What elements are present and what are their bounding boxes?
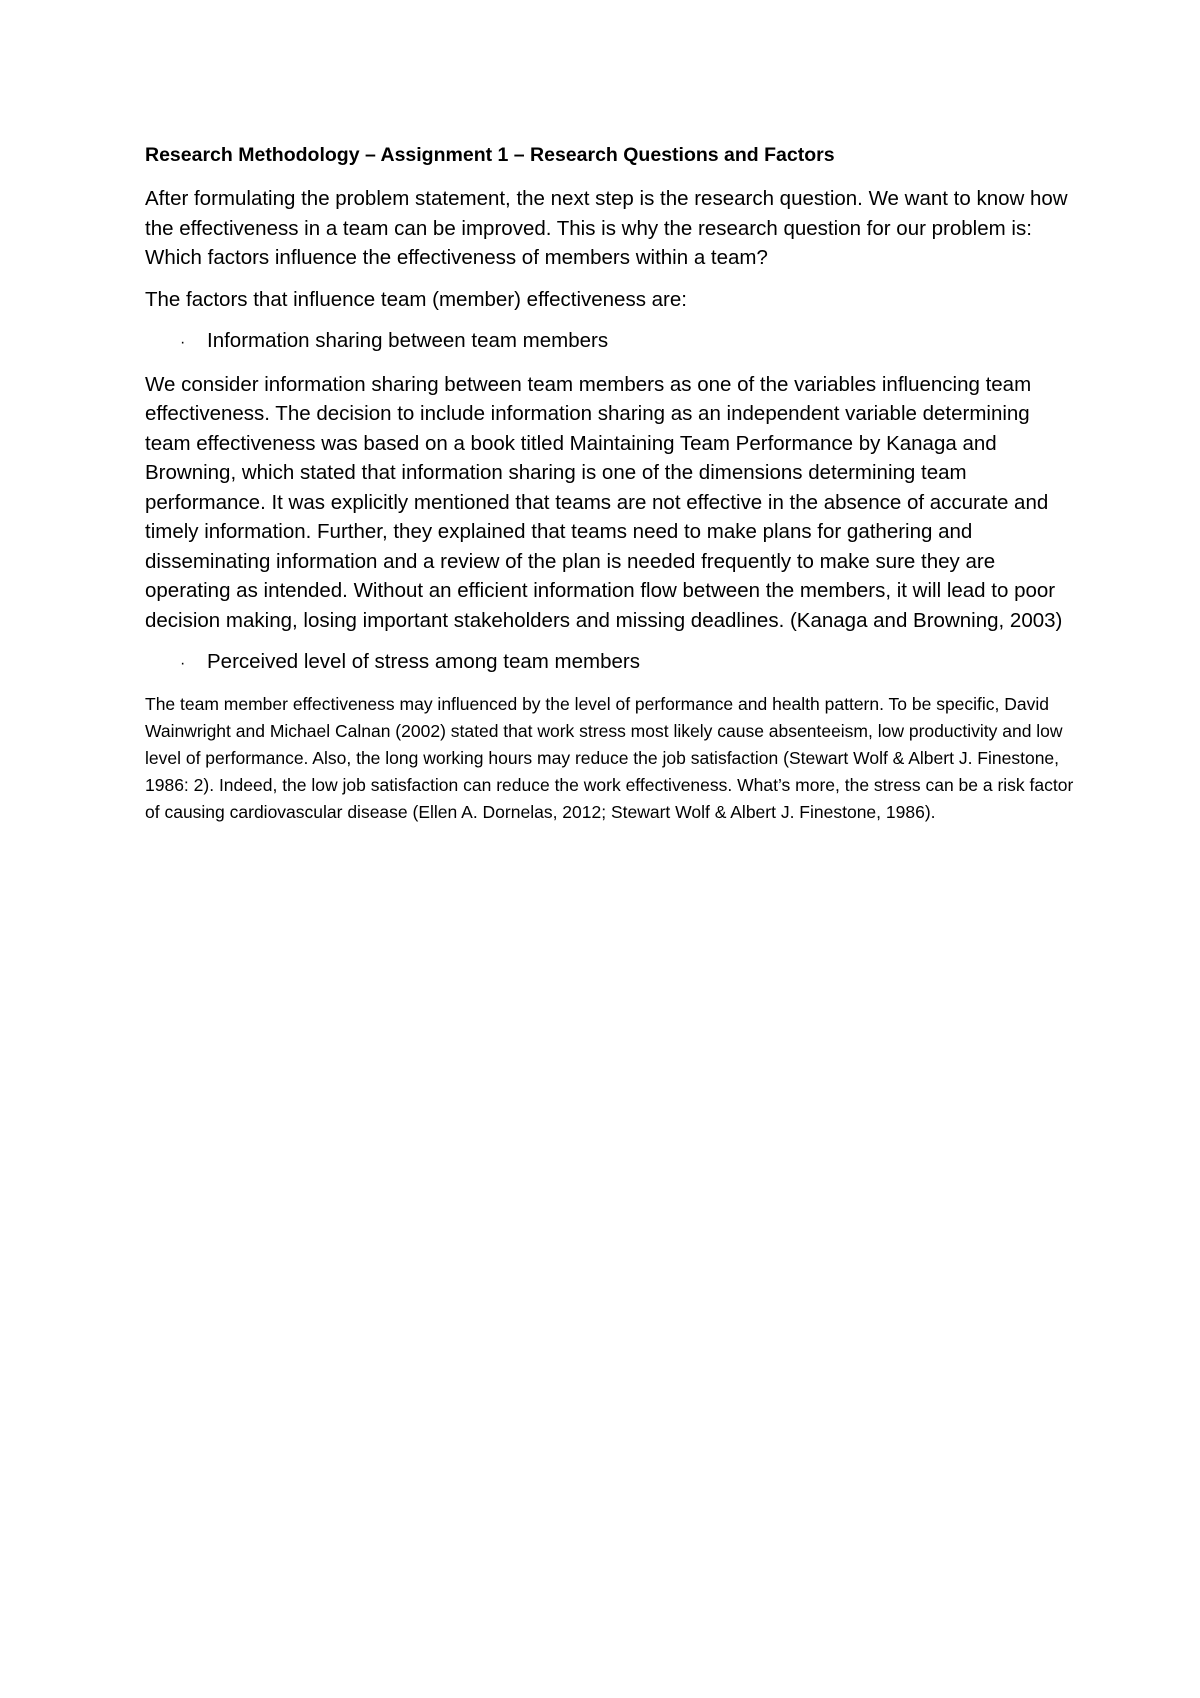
- factor-1-heading: Information sharing between team members: [207, 329, 609, 352]
- factor-1-bullet: [145, 326, 1075, 358]
- intro-paragraph: After formulating the problem statement, the next step is the research question. We want to know how the effectiveness in a team can be improved. This is why the research question for our problem is: Which factors influence the effectiveness of members within a team?: [145, 187, 1068, 269]
- factor-1-paragraph: We consider information sharing between team members as one of the variables influencing team effectiveness. The decision to include information sharing as an independent variable determining team effectiveness was based on a book titled Maintaining Team Performance by Kanaga and Browning, which stated that information sharing is one of the dimensions determining team performance. It was explicitly mentioned that teams are not effective in the absence of accurate and timely information. Further, they explained that teams need to make plans for gathering and disseminating information and a review of the plan is needed frequently to make sure they are operating as intended. Without an efficient information flow between the members, it will lead to poor decision making, losing important stakeholders and missing deadlines. (Kanaga and Browning, 2003): [145, 372, 1063, 632]
- bullet-icon: ·: [180, 334, 186, 351]
- bullet-icon: ·: [180, 655, 186, 672]
- factor-2-heading: Perceived level of stress among team members: [207, 650, 640, 673]
- document-title: Research Methodology – Assignment 1 – Research Questions and Factors: [145, 144, 835, 166]
- factor-2-paragraph: The team member effectiveness may influenced by the level of performance and health pattern. To be specific, David Wainwright and Michael Calnan (2002) stated that work stress most likely cause absenteeism, low productivity and low level of performance. Also, the long working hours may reduce the job satisfaction (Stewart Wolf & Albert J. Finestone, 1986: 2). Indeed, the low job satisfaction can reduce the work effectiveness. What’s more, the stress can be a risk factor of causing cardiovascular disease (Ellen A. Dornelas, 2012; Stewart Wolf & Albert J. Finestone, 1986).: [145, 693, 1074, 822]
- document-body: [145, 142, 1075, 838]
- factor-2-bullet: [145, 647, 1075, 679]
- factors-lead-paragraph: The factors that influence team (member) effectiveness are:: [145, 287, 687, 311]
